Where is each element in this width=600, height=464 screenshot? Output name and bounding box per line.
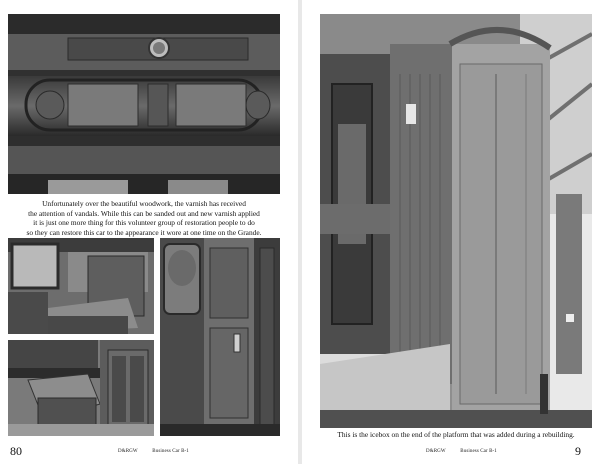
caption-line-1: Unfortunately over the beautiful woodwork, the varnish has received	[42, 199, 246, 208]
photo-door	[160, 238, 280, 436]
right-caption: This is the icebox on the end of the platform that was added during a rebuilding.	[337, 430, 575, 439]
footer-publisher-right: D&RGW	[426, 449, 446, 454]
footer-publisher-left: D&RGW	[118, 449, 138, 454]
photo-berth	[8, 340, 154, 436]
page-number-left: 80	[10, 444, 22, 458]
footer-title-left: Business Car B-1	[152, 449, 189, 454]
footer-left	[118, 449, 189, 454]
right-page	[302, 0, 600, 464]
footer-title-right: Business Car B-1	[460, 449, 497, 454]
photo-ceiling-woodwork	[8, 14, 280, 194]
photo-seat	[8, 238, 154, 334]
caption-line-3: it is just one more thing for this volunteer group of restoration people to do	[33, 218, 255, 228]
left-caption	[8, 199, 280, 237]
left-page	[0, 0, 298, 464]
footer-right	[426, 449, 497, 454]
page-number-right: 9	[575, 444, 581, 458]
photo-icebox	[320, 14, 592, 428]
caption-line-2: the attention of vandals. While this can be sanded out and new varnish applied	[28, 208, 260, 218]
caption-line-4: so they can restore this car to the appearance it wore at one time on the Grande.	[26, 227, 262, 237]
